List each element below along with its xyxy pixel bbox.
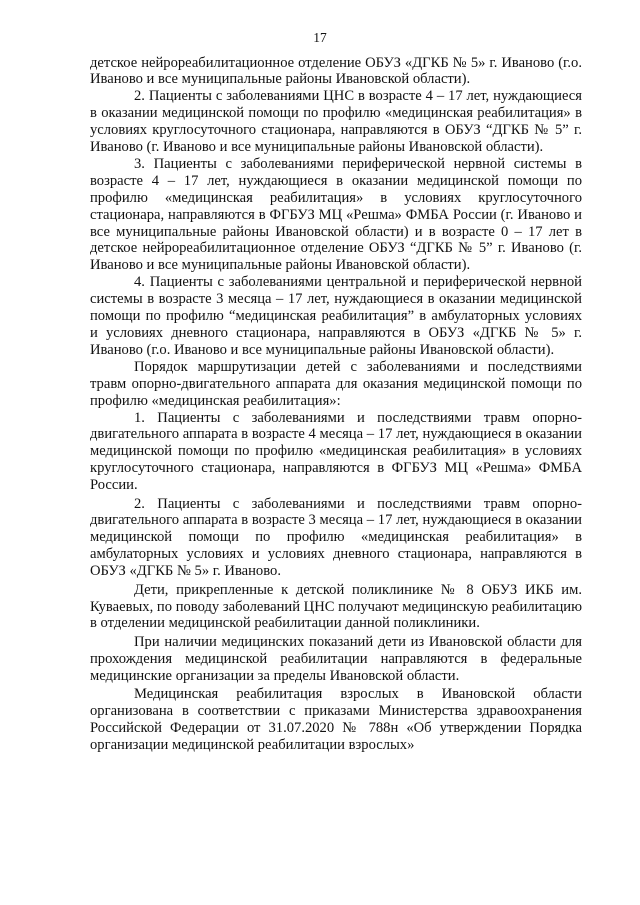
page-number: 17 (313, 30, 327, 45)
paragraph-peripheral-nervous: 3. Пациенты с заболеваниями периферической нервной системы в возрасте 4 – 17 лет, нуждающиеся в оказании медицинской помощи по профилю «медицинская реабилитация» в условиях круглосуточного стационара, направляются в ФГБУЗ МЦ «Решма» ФМБА России (г. Иваново и все муниципальные районы Ивановской области) и в возрасте 0 – 17 лет в детское нейрореабилитационное отделение ОБУЗ “ДГКБ № 5” г. Иваново (г. Иваново и все муниципальные районы Ивановской области). (90, 155, 582, 274)
paragraph-musculoskeletal-inpatient: 1. Пациенты с заболеваниями и последствиями травм опорно-двигательного аппарата в возрасте 4 месяца – 17 лет, нуждающиеся в оказании медицинской помощи по профилю «медицинская реабилитация» в условиях круглосуточного стационара, направляются в ФГБУЗ МЦ «Решма» ФМБА России. (90, 409, 582, 494)
paragraph-cns-4-17: 2. Пациенты с заболеваниями ЦНС в возрасте 4 – 17 лет, нуждающиеся в оказании медицинской помощи по профилю «медицинская реабилитация» в условиях круглосуточного стационара, направляются в ОБУЗ “ДГКБ № 5” г. Иваново (г. Иваново и все муниципальные районы Ивановской области). (90, 88, 582, 156)
paragraph-outpatient-3m-17: 4. Пациенты с заболеваниями центральной и периферической нервной системы в возрасте 3 месяца – 17 лет, нуждающиеся в оказании медицинской помощи по профилю “медицинская реабилитация” в амбулаторных условиях и условиях дневного стационара, направляются в ОБУЗ «ДГКБ № 5» г. Иваново (г.о. Иваново и все муниципальные районы Ивановской области). (90, 274, 582, 358)
paragraph-musculoskeletal-outpatient: 2. Пациенты с заболеваниями и последствиями травм опорно-двигательного аппарата в возрасте 3 месяца – 17 лет, нуждающиеся в оказании медицинской помощи по профилю «медицинская реабилитация» в амбулаторных условиях и условиях дневного стационара, направляются в ОБУЗ «ДГКБ № 5» г. Иваново. (90, 495, 582, 580)
document-body (90, 55, 582, 754)
paragraph-polyclinic-8: Дети, прикрепленные к детской поликлинике № 8 ОБУЗ ИКБ им. Куваевых, по поводу заболеваний ЦНС получают медицинскую реабилитацию в отделении медицинской реабилитации данной поликлиники. (90, 581, 582, 632)
paragraph-federal-referral: При наличии медицинских показаний дети из Ивановской области для прохождения медицинской реабилитации направляются в федеральные медицинские организации за пределы Ивановской области. (90, 633, 582, 684)
paragraph-musculoskeletal-intro: Порядок маршрутизации детей с заболеваниями и последствиями травм опорно-двигательного аппарата для оказания медицинской помощи по профилю «медицинская реабилитация»: (90, 358, 582, 409)
paragraph-adult-rehabilitation: Медицинская реабилитация взрослых в Ивановской области организована в соответствии с приказами Министерства здравоохранения Российской Федерации от 31.07.2020 № 788н «Об утверждении Порядка организации медицинской реабилитации взрослых» (90, 686, 582, 753)
paragraph-continuation: детское нейрореабилитационное отделение ОБУЗ «ДГКБ № 5» г. Иваново (г.о. Иваново и все муниципальные районы Ивановской области). (90, 54, 582, 88)
